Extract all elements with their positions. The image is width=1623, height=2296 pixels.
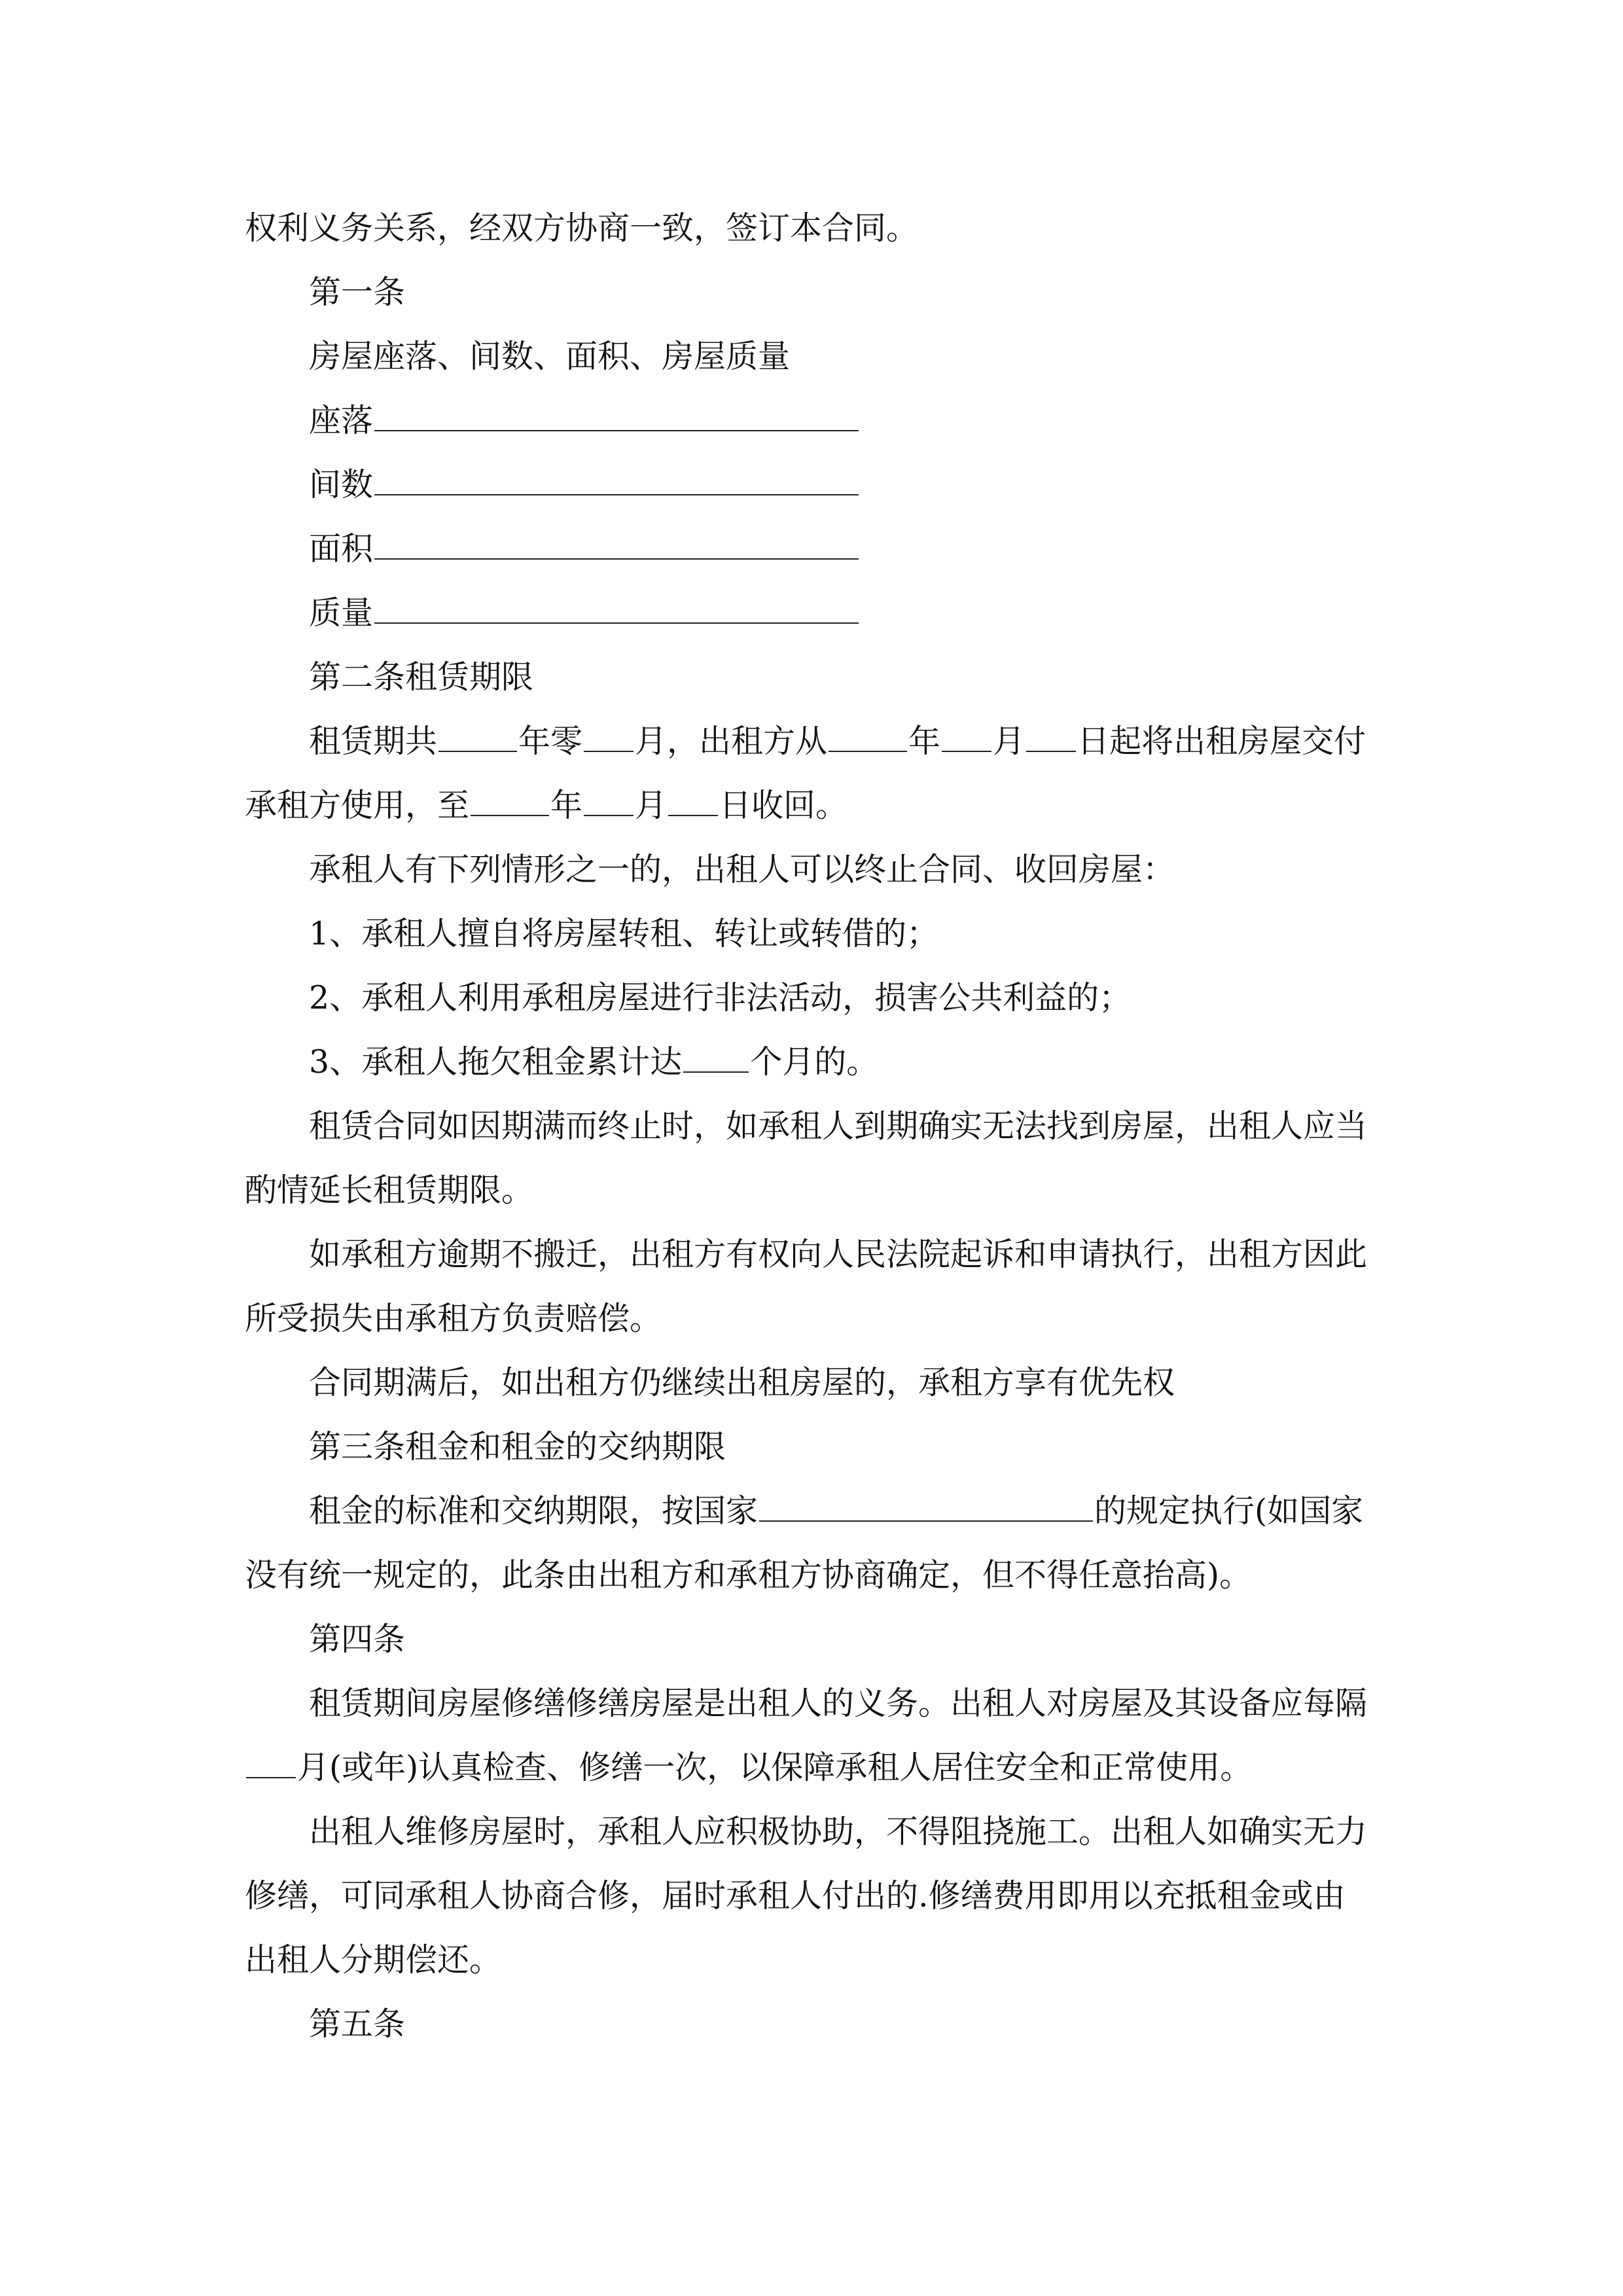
fill-blank xyxy=(584,785,633,816)
list-item xyxy=(245,1030,1378,1094)
fill-blank xyxy=(668,785,718,816)
paragraph-line: 合同期满后，如出租方仍继续出租房屋的，承租方享有优先权 xyxy=(309,1364,1175,1401)
paragraph-line xyxy=(245,1736,1378,1800)
text-fragment: 日起将出租房屋交付 xyxy=(1077,723,1366,760)
text-fragment: 的规定执行(如国家 xyxy=(1094,1492,1364,1530)
field-quality xyxy=(245,581,1378,645)
article-heading-2: 第二条租赁期限 xyxy=(309,658,534,696)
text-fragment: 年零 xyxy=(518,723,583,760)
text-fragment: 个月的。 xyxy=(750,1043,879,1081)
text-fragment: 租金的标准和交纳期限，按国家 xyxy=(309,1492,758,1530)
paragraph-line: 租赁合同如因期满而终止时，如承租人到期确实无法找到房屋，出租人应当 xyxy=(309,1107,1368,1145)
text-fragment: 月(或年)认真检查、修缮一次，以保障承租人居住安全和正常使用。 xyxy=(297,1749,1253,1786)
paragraph-line: 出租人维修房屋时，承租人应积极协助，不得阻挠施工。出租人如确实无力 xyxy=(309,1813,1368,1850)
field-label: 面积 xyxy=(309,530,374,567)
fill-blank xyxy=(471,785,549,816)
paragraph-line: 如承租方逾期不搬迁，出租方有权向人民法院起诉和申请执行，出租方因此 xyxy=(309,1236,1368,1273)
fill-blank xyxy=(438,721,517,752)
fill-blank xyxy=(374,400,859,431)
text-fragment: 3、承租人拖欠租金累计达 xyxy=(309,1043,683,1081)
field-label: 间数 xyxy=(309,466,374,503)
paragraph-line: 承租人有下列情形之一的，出租人可以终止合同、收回房屋： xyxy=(309,851,1175,888)
paragraph-line: 没有统一规定的，此条由出租方和承租方协商确定，但不得任意抬高)。 xyxy=(245,1556,1252,1594)
paragraph-line: 租赁期间房屋修缮修缮房屋是出租人的义务。出租人对房屋及其设备应每隔 xyxy=(309,1685,1368,1722)
article-heading-3: 第三条租金和租金的交纳期限 xyxy=(309,1428,726,1465)
fill-blank xyxy=(759,1490,1093,1522)
field-label: 座落 xyxy=(309,402,374,439)
text-fragment: 月 xyxy=(993,723,1026,760)
text-fragment: 年 xyxy=(550,787,583,824)
list-item: 1、承租人擅自将房屋转租、转让或转借的； xyxy=(309,915,939,952)
paragraph-line: 修缮，可同承租人协商合修，届时承租人付出的.修缮费用即用以充抵租金或由 xyxy=(245,1877,1346,1914)
text-fragment: 承租方使用，至 xyxy=(245,787,470,824)
paragraph-line: 权利义务关系，经双方协商一致，签订本合同。 xyxy=(245,209,919,247)
paragraph-line: 所受损失由承租方负责赔偿。 xyxy=(245,1300,662,1337)
paragraph-line: 房屋座落、间数、面积、房屋质量 xyxy=(309,338,791,375)
fill-blank xyxy=(246,1747,296,1778)
fill-blank xyxy=(683,1041,749,1073)
field-area xyxy=(245,517,1378,581)
fill-blank xyxy=(374,464,859,495)
article-heading-5: 第五条 xyxy=(309,2005,406,2043)
text-fragment: 年 xyxy=(908,723,941,760)
paragraph-line xyxy=(245,1479,1378,1543)
fill-blank xyxy=(1026,721,1076,752)
document-body xyxy=(245,196,1378,2056)
text-fragment: 租赁期共 xyxy=(309,723,438,760)
paragraph-line xyxy=(245,774,1378,838)
text-fragment: 月 xyxy=(635,787,668,824)
fill-blank xyxy=(584,721,633,752)
fill-blank xyxy=(942,721,991,752)
field-location xyxy=(245,389,1378,453)
fill-blank xyxy=(374,592,859,624)
paragraph-line: 酌情延长租赁期限。 xyxy=(245,1172,534,1209)
fill-blank xyxy=(374,528,859,560)
fill-blank xyxy=(829,721,907,752)
text-fragment: 日收回。 xyxy=(719,787,848,824)
list-item: 2、承租人利用承租房屋进行非法活动，损害公共利益的； xyxy=(309,979,1132,1016)
field-rooms xyxy=(245,453,1378,517)
field-label: 质量 xyxy=(309,594,374,632)
article-heading-4: 第四条 xyxy=(309,1621,406,1658)
paragraph-line: 出租人分期偿还。 xyxy=(245,1941,502,1979)
text-fragment: 月，出租方从 xyxy=(635,723,828,760)
article-heading-1: 第一条 xyxy=(309,274,406,311)
paragraph-line xyxy=(245,709,1378,774)
